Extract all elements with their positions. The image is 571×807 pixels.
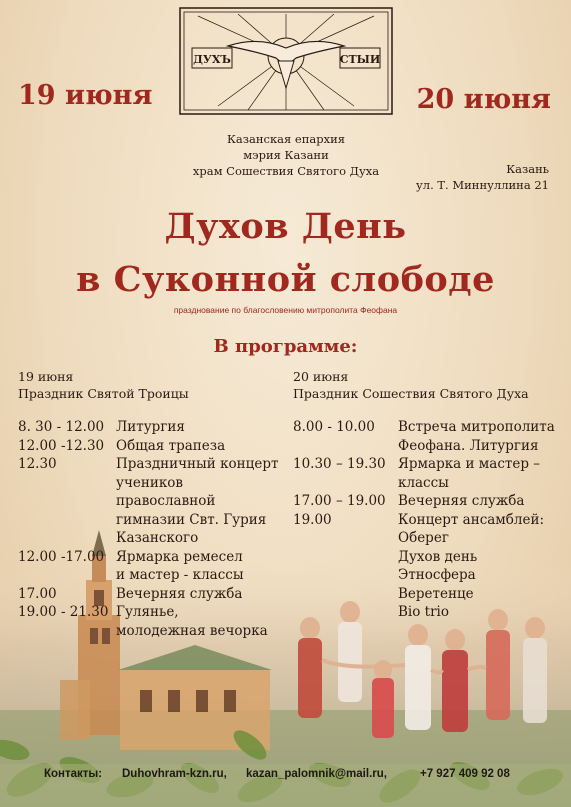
event-time: 12.30 xyxy=(18,456,57,472)
event-description: Веретенце xyxy=(398,585,474,602)
event-time xyxy=(293,585,398,604)
title-line-1: Духов День xyxy=(164,206,407,247)
event-description: Оберег xyxy=(398,530,449,546)
schedule-row xyxy=(18,437,283,456)
emblem-right-text: СТЫИ xyxy=(339,53,381,66)
schedule-row xyxy=(293,418,561,437)
schedule-row xyxy=(293,492,561,511)
emblem-left-text: ДУХЪ xyxy=(193,53,231,66)
phone-number[interactable]: +7 927 409 92 08 xyxy=(420,768,510,780)
day1-feast: Праздник Святой Троицы xyxy=(18,386,189,401)
event-time xyxy=(18,474,116,511)
schedule-row xyxy=(293,566,561,585)
schedule-row xyxy=(293,437,561,456)
event-time: 19.00 - 21.30 xyxy=(18,604,109,620)
event-description: Концерт ансамблей: xyxy=(398,511,545,528)
event-time xyxy=(293,437,398,456)
event-description: учеников православной xyxy=(116,474,216,509)
event-time: 12.00 -12.30 xyxy=(18,437,105,454)
event-description: Феофана. Литургия xyxy=(398,437,539,454)
schedule-row xyxy=(18,455,283,474)
event-time: 10.30 – 19.30 xyxy=(293,456,386,472)
event-time: 8.00 - 10.00 xyxy=(293,419,375,435)
event-time xyxy=(18,622,116,641)
organizer-mayor-office: мэрия Казани xyxy=(243,148,329,162)
schedule-row xyxy=(18,603,283,622)
event-description: Гулянье, xyxy=(116,604,179,620)
schedule-row xyxy=(293,529,561,548)
schedule-row xyxy=(293,603,561,622)
event-description: Bio trio xyxy=(398,604,449,620)
event-time: 12.00 -17.00 xyxy=(18,548,105,565)
event-description: Этносфера xyxy=(398,567,476,583)
event-description: Праздничный концерт xyxy=(116,456,279,472)
event-time: 8. 30 - 12.00 xyxy=(18,419,105,435)
event-description: Общая трапеза xyxy=(116,437,226,454)
schedule-row xyxy=(293,511,561,530)
organizer-eparchy: Казанская епархия xyxy=(226,132,346,146)
event-description: молодежная вечорка xyxy=(116,622,268,639)
address-city: Казань xyxy=(506,162,549,176)
event-time: 19.00 xyxy=(293,511,332,528)
schedule-row xyxy=(18,566,283,585)
event-description: Ярмарка ремесел xyxy=(116,548,243,565)
event-description: Ярмарка и мастер – xyxy=(398,456,541,472)
schedule-row xyxy=(18,529,283,548)
email-link[interactable]: kazan_palomnik@mail.ru, xyxy=(246,768,387,780)
date-right: 20 июня xyxy=(416,84,551,115)
event-description: Духов день xyxy=(398,548,478,565)
day2-date: 20 июня xyxy=(293,369,349,384)
schedule-row xyxy=(18,511,283,530)
schedule-row xyxy=(293,455,561,474)
organizer-church: храм Сошествия Святого Духа xyxy=(192,164,380,178)
event-description: классы xyxy=(398,474,449,491)
event-time xyxy=(18,566,116,585)
event-time xyxy=(293,529,398,548)
day2-schedule xyxy=(293,418,561,622)
event-time xyxy=(18,529,116,548)
schedule-row xyxy=(18,474,283,511)
day1-schedule xyxy=(18,418,283,640)
website-link[interactable]: Duhovhram-kzn.ru, xyxy=(122,768,227,780)
event-description: Литургия xyxy=(116,419,185,435)
contacts-footer xyxy=(0,764,571,788)
day1-date: 19 июня xyxy=(18,369,74,384)
event-time: 17.00 xyxy=(18,585,57,602)
holy-spirit-dove-emblem xyxy=(178,6,394,116)
schedule-row xyxy=(293,585,561,604)
contacts-label: Контакты: xyxy=(44,768,103,780)
event-time xyxy=(293,566,398,585)
schedule-row xyxy=(293,548,561,567)
event-description: Встреча митрополита xyxy=(398,419,555,435)
event-time xyxy=(18,511,116,530)
schedule-row xyxy=(293,474,561,493)
schedule-row xyxy=(18,585,283,604)
address-street: ул. Т. Миннуллина 21 xyxy=(416,178,549,192)
event-time xyxy=(293,548,398,567)
day2-feast: Праздник Сошествия Святого Духа xyxy=(293,386,529,401)
subtitle: празднование по благословению митрополита Феофана xyxy=(173,305,398,315)
event-time xyxy=(293,474,398,493)
schedule-row xyxy=(18,548,283,567)
date-left: 19 июня xyxy=(18,80,153,111)
event-description: и мастер - классы xyxy=(116,567,244,583)
event-description: гимназии Свт. Гурия xyxy=(116,511,267,528)
event-time xyxy=(293,603,398,622)
event-description: Вечерняя служба xyxy=(398,493,525,509)
program-heading: В программе: xyxy=(213,336,358,357)
event-time: 17.00 – 19.00 xyxy=(293,493,386,509)
schedule-row xyxy=(18,418,283,437)
schedule-row xyxy=(18,622,283,641)
title-line-2: в Суконной слободе xyxy=(76,259,495,300)
event-description: Вечерняя служба xyxy=(116,585,243,602)
event-description: Казанского xyxy=(116,530,199,546)
